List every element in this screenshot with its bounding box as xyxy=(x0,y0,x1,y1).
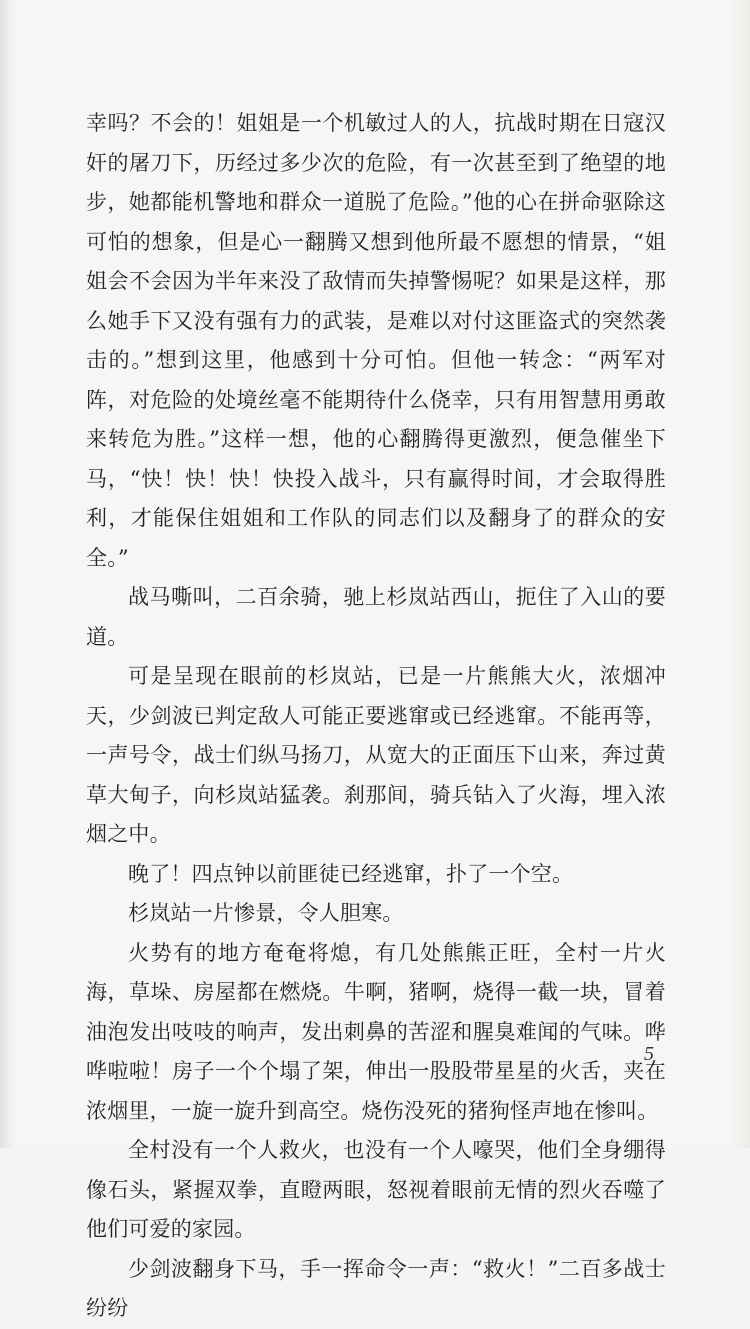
paragraph-6: 火势有的地方奄奄将熄，有几处熊熊正旺，全村一片火海，草垛、房屋都在燃烧。牛啊，猪啊，烧得一截一块，冒着油泡发出吱吱的响声，发出刺鼻的苦涩和腥臭难闻的气味。哗哗啦啦！房子一个个塌了架，伸出一股股带星星的火舌，夹在浓烟里，一旋一旋升到高空。烧伤没死的猪狗怪声地在惨叫。 xyxy=(86,940,666,1123)
page-gutter-shadow xyxy=(0,0,12,1148)
paragraph-2: 战马嘶叫，二百余骑，驰上杉岚站西山，扼住了入山的要道。 xyxy=(86,585,666,649)
body-text xyxy=(86,104,666,1329)
paragraph-8: 少剑波翻身下马，手一挥命令一声：“救火！”二百多战士纷纷 xyxy=(86,1256,666,1320)
paragraph-7: 全村没有一个人救火，也没有一个人嚎哭，他们全身绷得像石头，紧握双拳，直瞪两眼，怒视着眼前无情的烈火吞噬了他们可爱的家园。 xyxy=(86,1138,666,1241)
page-number: 5 xyxy=(644,1043,654,1065)
paragraph-3: 可是呈现在眼前的杉岚站，已是一片熊熊大火，浓烟冲天，少剑波已判定敌人可能正要逃窜或已经逃窜。不能再等，一声号令，战士们纵马扬刀，从宽大的正面压下山来，奔过黄草大甸子，向杉岚站猛袭。刹那间，骑兵钻入了火海，埋入浓烟之中。 xyxy=(86,664,666,846)
paragraph-4: 晚了！四点钟以前匪徒已经逃窜，扑了一个空。 xyxy=(128,861,574,886)
paragraph-1: 幸吗？不会的！姐姐是一个机敏过人的人，抗战时期在日寇汉奸的屠刀下，历经过多少次的危险，有一次甚至到了绝望的地步，她都能机警地和群众一道脱了危险。”他的心在拼命驱除这可怕的想象，但是心一翻腾又想到他所最不愿想的情景，“姐姐会不会因为半年来没了敌情而失掉警惕呢？如果是这样，那么她手下又没有强有力的武装，是难以对付这匪盗式的突然袭击的。”想到这里，他感到十分可怕。但他一转念：“两军对阵，对危险的处境丝毫不能期待什么侥幸，只有用智慧用勇敢来转危为胜。”这样一想，他的心翻腾得更激烈，便急催坐下马，“快！快！快！快投入战斗，只有赢得时间，才会取得胜利，才能保住姐姐和工作队的同志们以及翻身了的群众的安全。” xyxy=(86,111,666,570)
paragraph-5: 杉岚站一片惨景，令人胆寒。 xyxy=(128,901,404,925)
